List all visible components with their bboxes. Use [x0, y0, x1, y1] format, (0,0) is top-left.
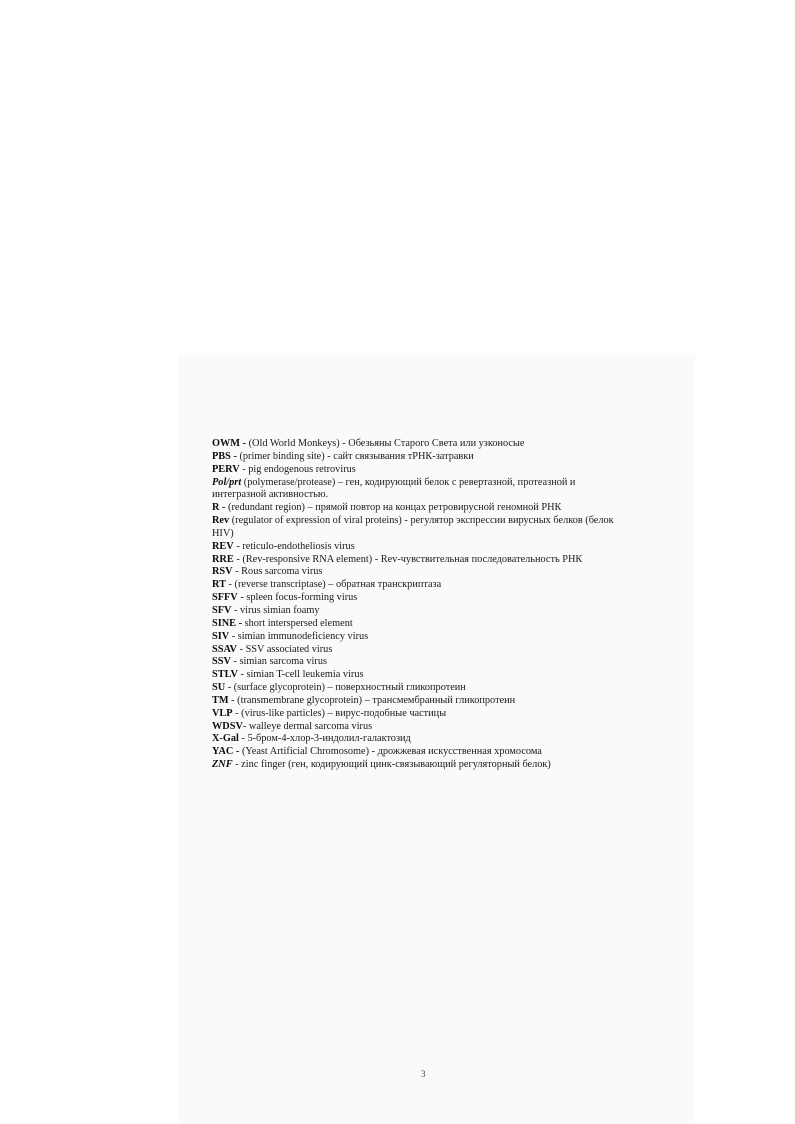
entry-term: RSV: [212, 566, 233, 578]
entry-term: Pol/prt: [212, 476, 242, 488]
entry-term: Rev: [212, 515, 230, 527]
entry-definition: (redundant region) – прямой повтор на концах ретровирусной геномной РНК: [225, 502, 562, 514]
abbreviation-entry: [212, 566, 632, 579]
entry-definition: - simian sarcoma virus: [230, 656, 327, 668]
entry-definition: - 5-бром-4-хлор-3-индолил-галактозид: [238, 733, 411, 745]
entry-term: SINE -: [212, 617, 243, 629]
entry-term: STLV: [212, 669, 238, 681]
abbreviation-entry: [212, 759, 632, 772]
abbreviation-entry: [212, 515, 632, 541]
entry-term: SFFV: [212, 592, 238, 604]
entry-term: TM: [212, 694, 229, 706]
entry-term: SSAV: [212, 643, 237, 655]
entry-term: YAC -: [212, 746, 240, 758]
abbreviation-entry: [212, 579, 632, 592]
entry-definition: - (transmembrane glycoprotein) – трансмембранный гликопротеин: [228, 694, 516, 706]
entry-definition: - reticulo-endotheliosis virus: [233, 540, 355, 552]
abbreviation-entry: [212, 746, 632, 759]
abbreviation-entry: [212, 451, 632, 464]
entry-definition: short interspersed element: [242, 617, 353, 629]
abbreviation-entry: [212, 656, 632, 669]
abbreviation-entry: [212, 592, 632, 605]
abbreviation-entry: [212, 644, 632, 657]
abbreviation-entry: [212, 477, 632, 503]
abbreviation-entry: [212, 721, 632, 734]
entry-definition: - SSV associated virus: [237, 643, 333, 655]
abbreviation-entry: [212, 541, 632, 554]
entry-definition: - (Rev-responsive RNA element) - Rev-чувствительная последовательность РНК: [233, 553, 583, 565]
entry-definition: (regulator of expression of viral proteins) - регулятор экспрессии вирусных белков (белок HIV): [212, 515, 614, 539]
abbreviation-entry: [212, 708, 632, 721]
entry-term: REV: [212, 540, 234, 552]
abbreviation-list: [212, 438, 632, 772]
entry-term: SU: [212, 682, 226, 694]
entry-definition: - walleye dermal sarcoma virus: [242, 720, 373, 732]
abbreviation-entry: [212, 502, 632, 515]
entry-term: R -: [212, 502, 226, 514]
abbreviation-entry: [212, 669, 632, 682]
entry-definition: - (reverse transcriptase) – обратная транскриптаза: [225, 579, 442, 591]
entry-definition: - zinc finger (ген, кодирующий цинк-связывающий регуляторный белок): [232, 759, 551, 771]
entry-definition: - simian T-cell leukemia virus: [237, 669, 364, 681]
entry-definition: (polymerase/protease) – ген, кодирующий белок с ревертазной, протеазной и интегразной активностью.: [212, 476, 576, 501]
abbreviation-entry: [212, 605, 632, 618]
entry-term: PBS -: [212, 450, 237, 462]
entry-definition: - virus simian foamy: [231, 604, 320, 616]
entry-term: VLP: [212, 707, 233, 719]
abbreviation-entry: [212, 464, 632, 477]
entry-term: RRE: [212, 553, 234, 565]
entry-definition: - spleen focus-forming virus: [237, 592, 358, 604]
entry-term: WDSV: [212, 720, 243, 732]
entry-term: PERV: [212, 463, 240, 475]
abbreviation-entry: [212, 438, 632, 451]
abbreviation-entry: [212, 554, 632, 567]
entry-term: ZNF: [212, 759, 233, 771]
entry-definition: (Old World Monkeys) - Обезьяны Старого Света или узконосые: [246, 438, 525, 449]
entry-definition: - Rous sarcoma virus: [232, 566, 323, 578]
entry-term: SFV: [212, 604, 232, 616]
entry-definition: - (surface glycoprotein) – поверхностный гликопротеин: [225, 682, 466, 694]
entry-definition: (primer binding site) - сайт связывания тРНК-затравки: [236, 450, 474, 462]
entry-definition: - (virus-like particles) – вирус-подобные частицы: [232, 707, 447, 719]
abbreviation-entry: [212, 618, 632, 631]
entry-definition: - pig endogenous retrovirus: [239, 463, 356, 475]
page-number: 3: [421, 1069, 426, 1079]
entry-term: OWM -: [212, 438, 247, 449]
entry-term: SSV: [212, 656, 231, 668]
abbreviation-entry: [212, 682, 632, 695]
entry-term: RT: [212, 579, 226, 591]
entry-term: SIV: [212, 630, 230, 642]
entry-definition: - simian immunodeficiency virus: [229, 630, 369, 642]
abbreviation-entry: [212, 733, 632, 746]
entry-term: X-Gal: [212, 733, 239, 745]
abbreviation-entry: [212, 631, 632, 644]
abbreviation-entry: [212, 695, 632, 708]
entry-definition: (Yeast Artificial Chromosome) - дрожжевая искусственная хромосома: [239, 746, 542, 758]
